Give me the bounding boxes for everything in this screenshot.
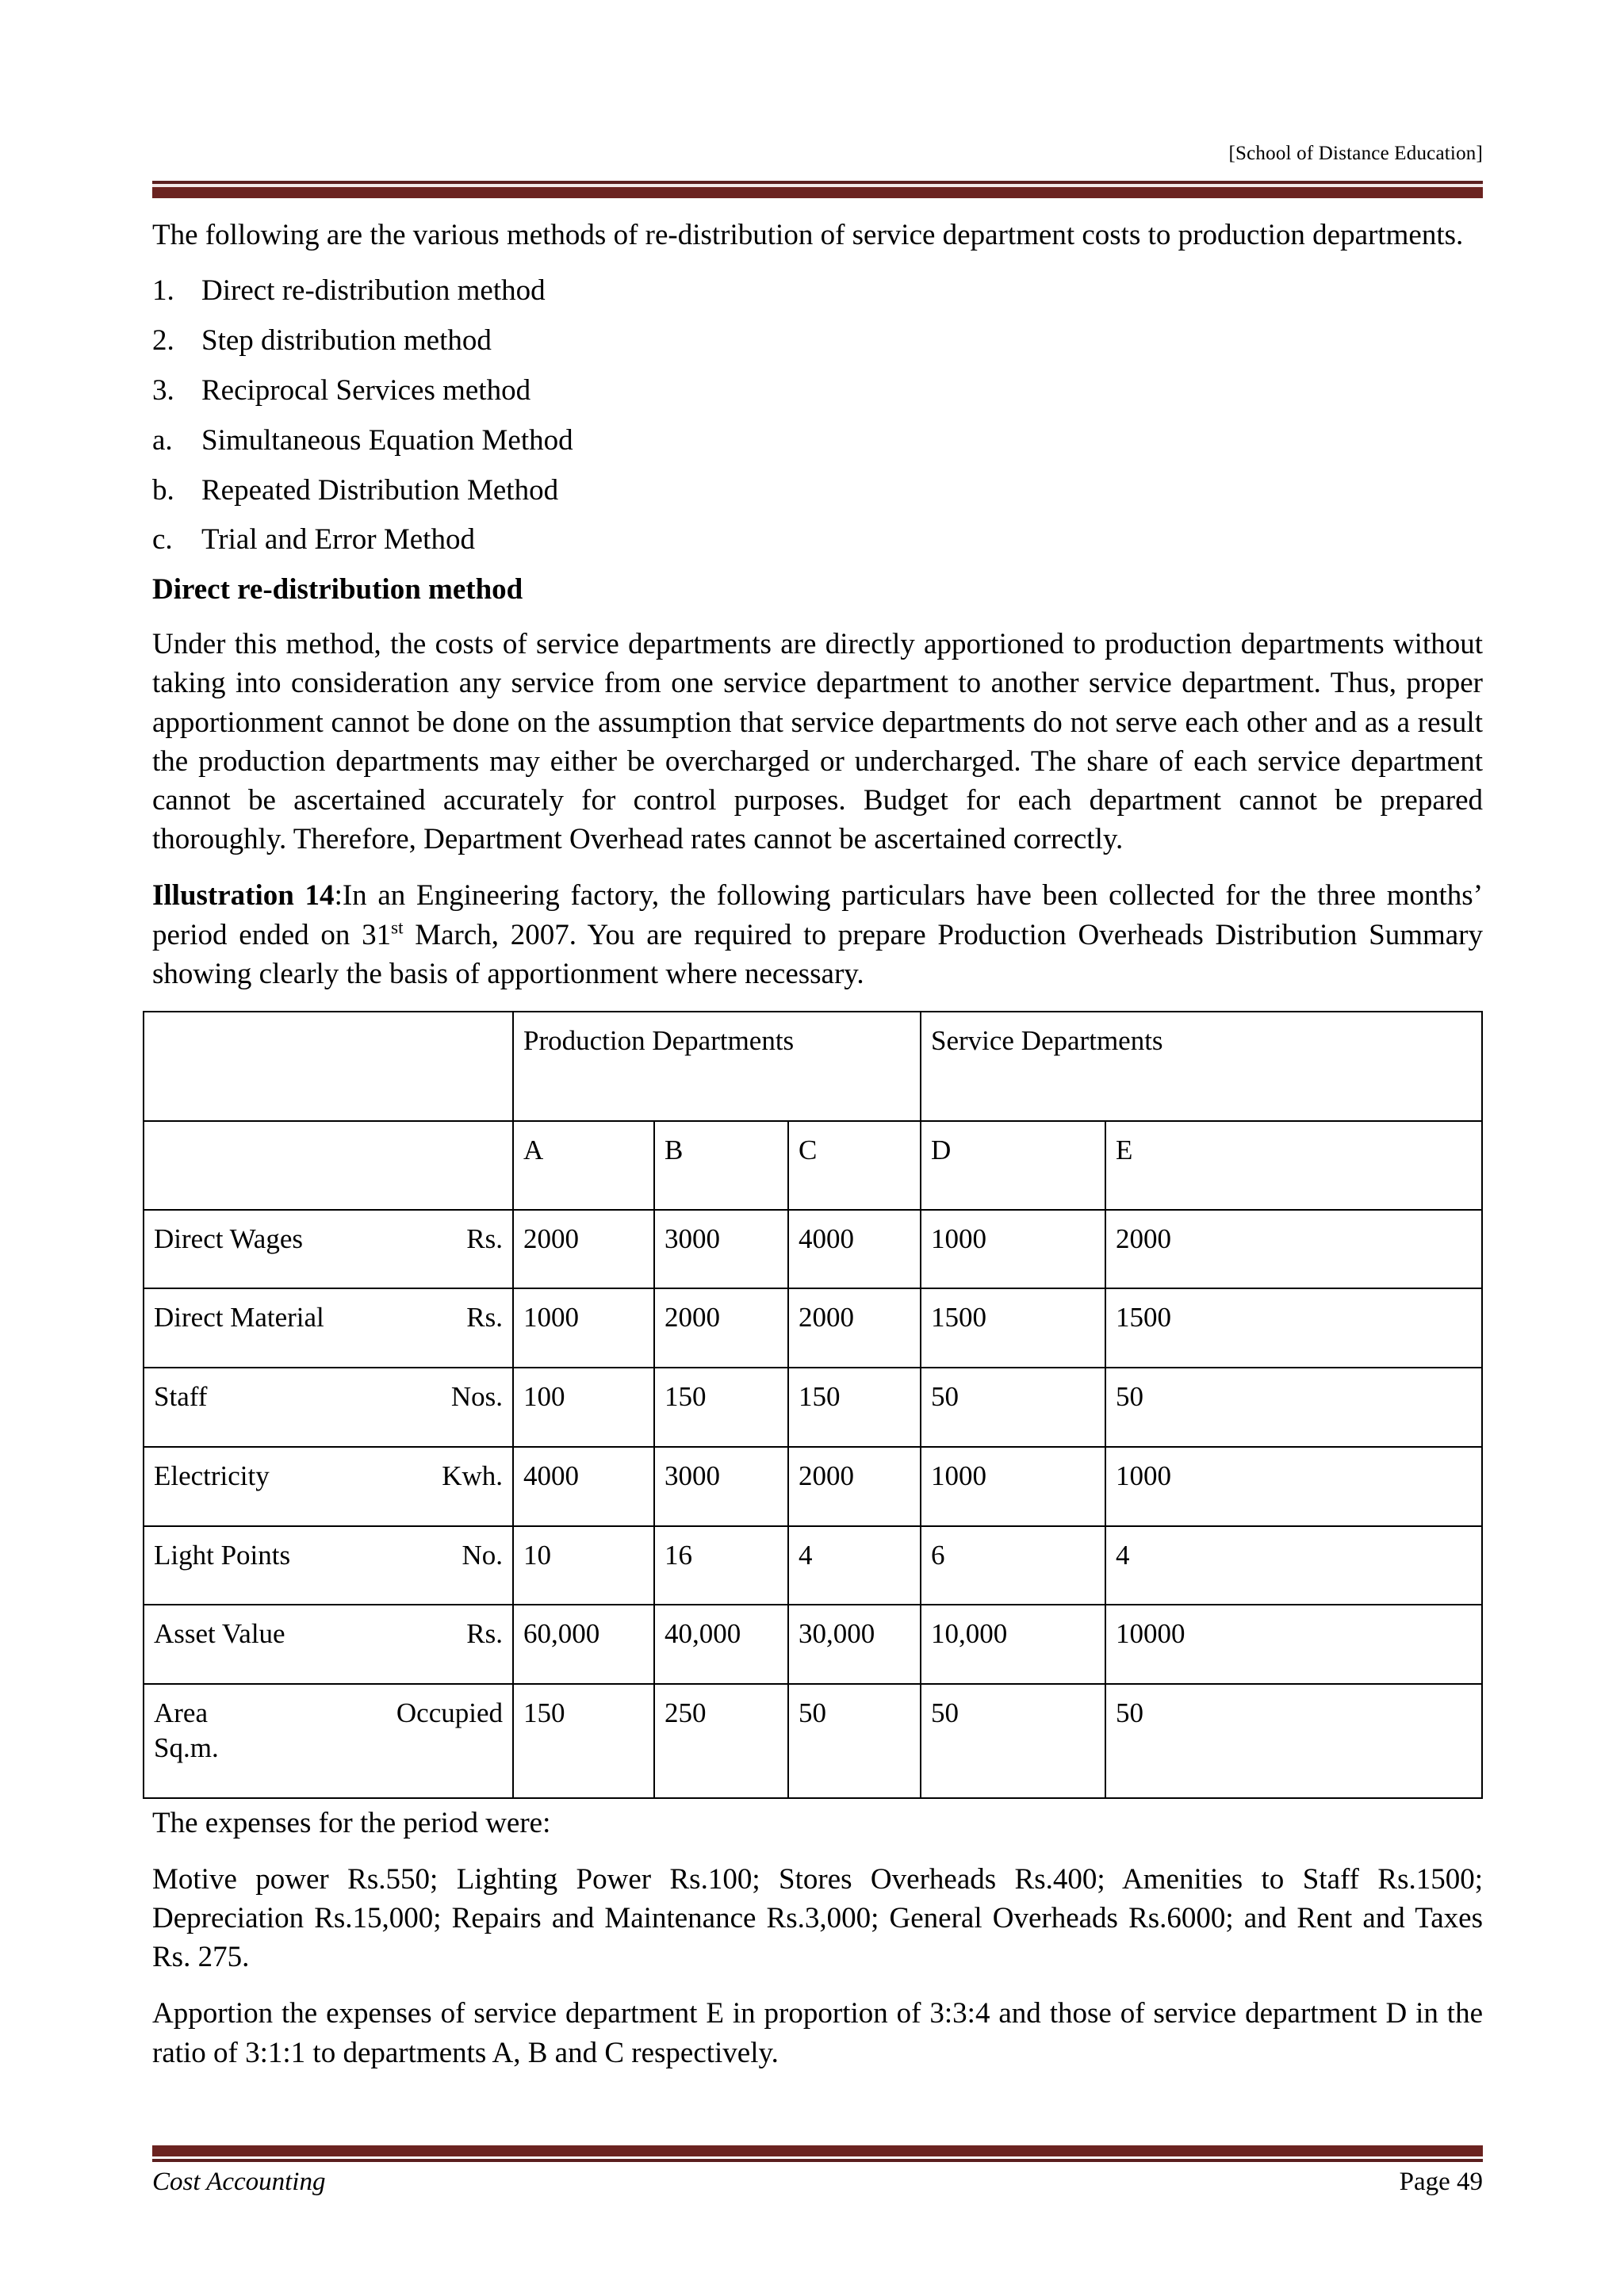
- row-name: Direct Wages: [154, 1223, 303, 1254]
- list-item: [152, 322, 1483, 361]
- table-row: [144, 1368, 1482, 1447]
- document-body: [152, 216, 1483, 2072]
- footer-page-number: Page 49: [1399, 2168, 1483, 2196]
- method-paragraph: Under this method, the costs of service departments are directly apportioned to production departments without taking into consideration any service from one service department to another service department. Thus, proper apportionment cannot be done on the assumption that service departments do not serve each other and as a result the production departments may either be overcharged or undercharged. The share of each service department cannot be ascertained accurately for control purposes. Budget for each department cannot be prepared thoroughly. Therefore, Department Overhead rates cannot be ascertained correctly.: [152, 628, 1483, 856]
- table-corner-blank: [144, 1012, 513, 1121]
- table-cell: 50: [1105, 1368, 1482, 1447]
- row-name: Direct Material: [154, 1302, 324, 1334]
- row-name: Light Points: [154, 1539, 291, 1571]
- table-cell: 2000: [513, 1210, 654, 1289]
- section-heading: Direct re-distribution method: [152, 573, 523, 607]
- table-letter-header-row: [144, 1121, 1482, 1210]
- illustration-text-part-1: :In an Engineering factory, the following particulars have been collected for the three months’ period ended on 31: [152, 879, 1484, 951]
- list-item: [152, 422, 1483, 461]
- row-unit: Occupied: [396, 1697, 503, 1729]
- table-cell: 50: [921, 1368, 1105, 1447]
- table-cell: 4: [1105, 1526, 1482, 1605]
- illustration-text-part-2: March, 2007. You are required to prepare Production Overheads Distribution Summary showing clearly the basis of apportionment where necessary.: [152, 918, 1483, 990]
- illustration-paragraph: [152, 876, 1483, 993]
- table-row: [144, 1288, 1482, 1368]
- table-cell: 50: [1105, 1684, 1482, 1798]
- list-item-label: Trial and Error Method: [201, 523, 475, 557]
- table-cell: 2000: [788, 1447, 921, 1526]
- table-row: [144, 1210, 1482, 1289]
- table-header-dept-d: D: [921, 1121, 1105, 1210]
- table-row: [144, 1605, 1482, 1684]
- row-unit: No.: [462, 1539, 503, 1571]
- table-header-service-departments: Service Departments: [921, 1012, 1482, 1121]
- overheads-data-table: [143, 1011, 1483, 1799]
- table-row-label: [144, 1447, 513, 1526]
- table-cell: 60,000: [513, 1605, 654, 1684]
- list-marker: c.: [152, 523, 173, 557]
- footer-rule-thin: [152, 2159, 1483, 2162]
- expenses-paragraph: Motive power Rs.550; Lighting Power Rs.100; Stores Overheads Rs.400; Amenities to Staff Rs.1500; Depreciation Rs.15,000; Repairs and Maintenance Rs.3,000; General Overheads Rs.6000; and Rent and Taxes Rs. 275.: [152, 1862, 1483, 1974]
- table-group-header-row: [144, 1012, 1482, 1121]
- list-item-label: Simultaneous Equation Method: [201, 423, 573, 457]
- intro-paragraph: The following are the various methods of re-distribution of service department costs to production departments.: [152, 219, 1464, 251]
- row-name: Asset Value: [154, 1618, 285, 1650]
- table-cell: 250: [654, 1684, 788, 1798]
- row-name: Electricity: [154, 1460, 270, 1491]
- table-cell: 3000: [654, 1210, 788, 1289]
- table-row-label: [144, 1605, 513, 1684]
- table-cell: 2000: [1105, 1210, 1482, 1289]
- sub-methods-list: [152, 422, 1483, 560]
- page-footer: [152, 2168, 1483, 2197]
- list-item: [152, 372, 1483, 411]
- table-cell: 100: [513, 1368, 654, 1447]
- header-rule: [152, 181, 1483, 198]
- list-item-label: Direct re-distribution method: [201, 274, 546, 308]
- table-cell: 1000: [513, 1288, 654, 1368]
- row-name: Staff: [154, 1381, 208, 1413]
- table-cell: 4: [788, 1526, 921, 1605]
- list-item-label: Repeated Distribution Method: [201, 473, 559, 507]
- table-cell: 50: [788, 1684, 921, 1798]
- table-cell: 1000: [921, 1447, 1105, 1526]
- expenses-intro-paragraph: The expenses for the period were:: [152, 1806, 551, 1839]
- table-cell: 6: [921, 1526, 1105, 1605]
- footer-rule-thick: [152, 2145, 1483, 2156]
- row-unit: Kwh.: [442, 1460, 503, 1491]
- row-unit: Rs.: [466, 1223, 503, 1254]
- page-header: [152, 143, 1483, 165]
- list-marker: 3.: [152, 373, 174, 407]
- table-cell: 1500: [921, 1288, 1105, 1368]
- table-row-label: [144, 1288, 513, 1368]
- table-cell: 3000: [654, 1447, 788, 1526]
- list-item: [152, 472, 1483, 511]
- table-cell: 2000: [788, 1288, 921, 1368]
- table-cell: 10: [513, 1526, 654, 1605]
- table-cell: 30,000: [788, 1605, 921, 1684]
- table-header-dept-e: E: [1105, 1121, 1482, 1210]
- row-unit: Rs.: [466, 1302, 503, 1334]
- table-row: [144, 1447, 1482, 1526]
- table-cell: 2000: [654, 1288, 788, 1368]
- table-cell: 50: [921, 1684, 1105, 1798]
- list-marker: 1.: [152, 274, 174, 308]
- header-rule-thick: [152, 187, 1483, 198]
- apportion-paragraph: Apportion the expenses of service department E in proportion of 3:3:4 and those of service department D in the ratio of 3:1:1 to departments A, B and C respectively.: [152, 1997, 1483, 2069]
- table-cell: 1000: [1105, 1447, 1482, 1526]
- table-header-dept-a: A: [513, 1121, 654, 1210]
- table-row-label: [144, 1684, 513, 1798]
- row-unit: Nos.: [450, 1381, 503, 1413]
- table-row: [144, 1684, 1482, 1798]
- footer-subject: Cost Accounting: [152, 2168, 326, 2196]
- list-item-label: Reciprocal Services method: [201, 373, 531, 407]
- list-item: [152, 521, 1483, 560]
- list-marker: 2.: [152, 324, 174, 358]
- table-cell: 4000: [513, 1447, 654, 1526]
- ordinal-suffix: st: [391, 917, 404, 938]
- list-item-label: Step distribution method: [201, 324, 492, 358]
- table-row-label: [144, 1526, 513, 1605]
- list-marker: a.: [152, 423, 173, 457]
- list-marker: b.: [152, 473, 174, 507]
- table-cell: 150: [513, 1684, 654, 1798]
- row-name: Area: [154, 1697, 209, 1729]
- table-cell: 1000: [921, 1210, 1105, 1289]
- table-cell: 1500: [1105, 1288, 1482, 1368]
- table-header-dept-c: C: [788, 1121, 921, 1210]
- footer-rule: [152, 2145, 1483, 2162]
- table-cell: 10000: [1105, 1605, 1482, 1684]
- methods-list: [152, 272, 1483, 410]
- table-cell: 16: [654, 1526, 788, 1605]
- table-header-dept-b: B: [654, 1121, 788, 1210]
- table-cell: 40,000: [654, 1605, 788, 1684]
- table-cell: 150: [654, 1368, 788, 1447]
- table-header-production-departments: Production Departments: [513, 1012, 921, 1121]
- row-name-wrap: Sq.m.: [154, 1732, 219, 1763]
- table-cell: 10,000: [921, 1605, 1105, 1684]
- illustration-label: Illustration 14: [152, 879, 335, 913]
- row-unit: Rs.: [466, 1618, 503, 1650]
- table-cell: 150: [788, 1368, 921, 1447]
- list-item: [152, 272, 1483, 311]
- table-row-label: [144, 1368, 513, 1447]
- table-row-label: [144, 1210, 513, 1289]
- school-tag: [School of Distance Education]: [1228, 143, 1483, 164]
- table-letter-blank: [144, 1121, 513, 1210]
- table-row: [144, 1526, 1482, 1605]
- table-cell: 4000: [788, 1210, 921, 1289]
